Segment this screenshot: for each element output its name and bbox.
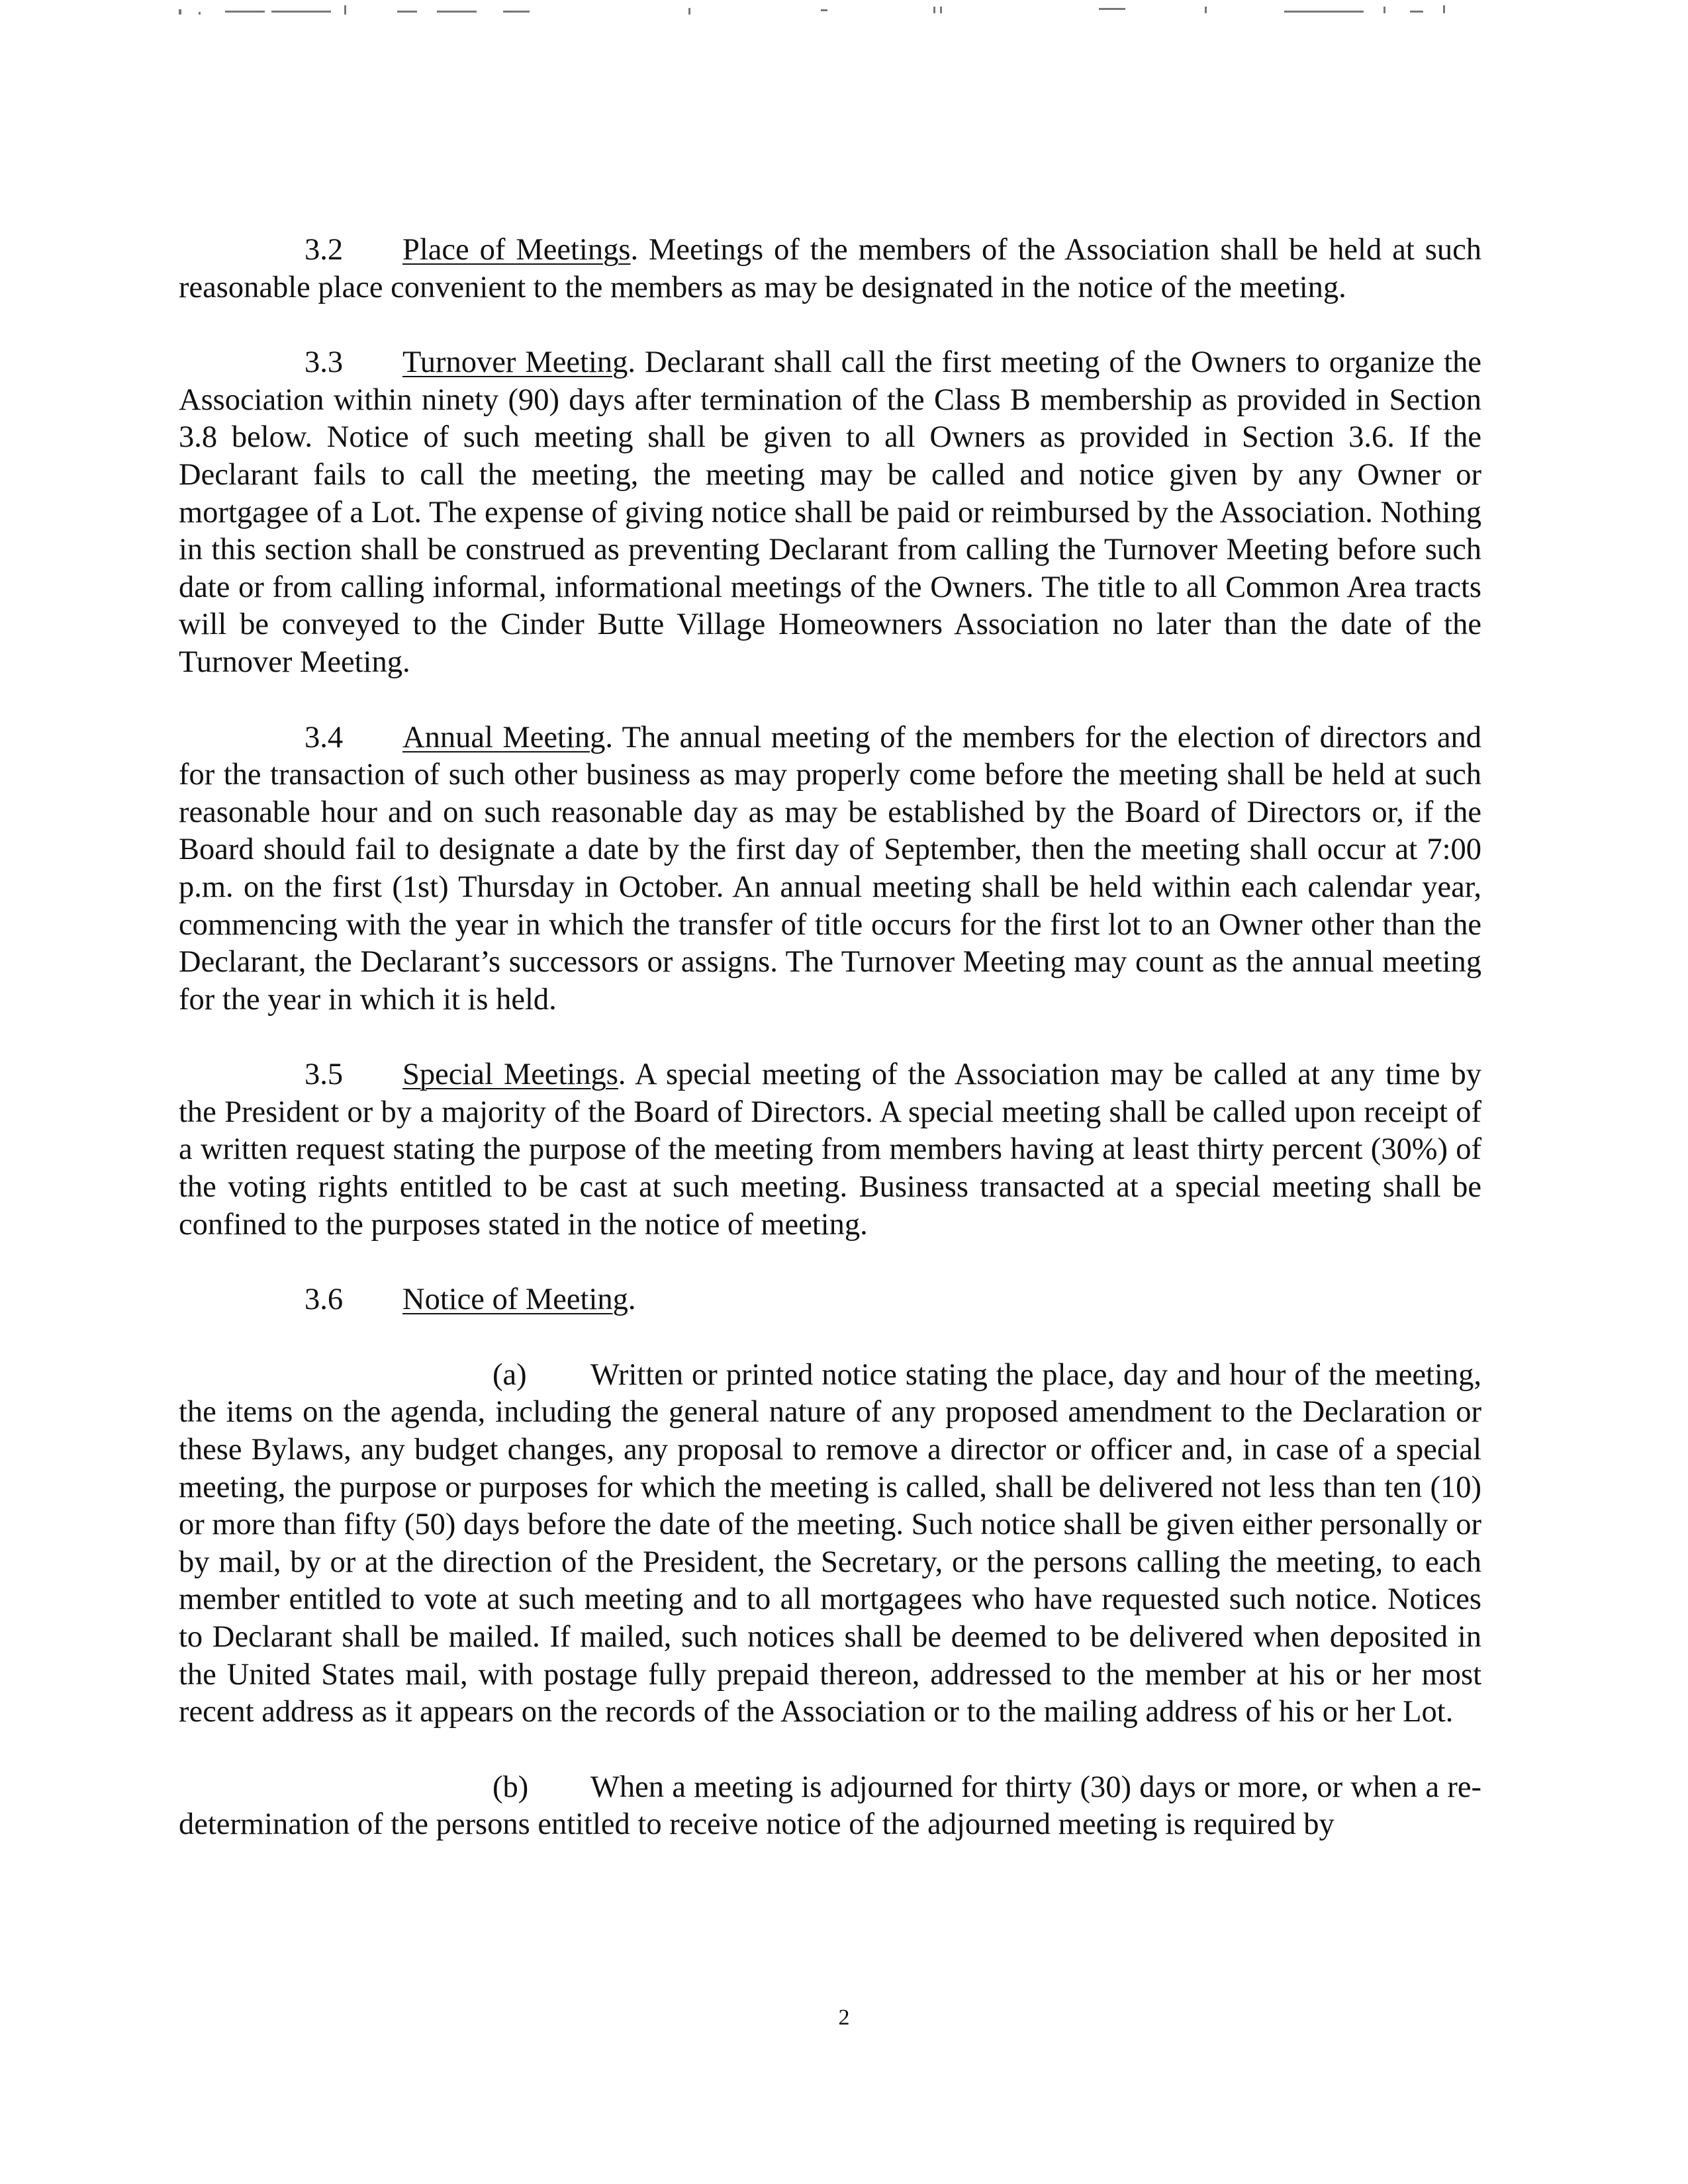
section-heading: Special Meetings (402, 1058, 618, 1092)
section-3-3 (179, 344, 1481, 681)
subsection-text: Written or printed notice stating the place, day and hour of the meeting, the items on the agenda, including the general nature of any proposed amendment to the Declaration or these Bylaws, any budget changes, any proposal to remove a director or officer and, in case of a special meeting, the purpose or purposes for which the meeting is called, shall be delivered not less than ten (10) or more than fifty (50) days before the date of the meeting. Such notice shall be given either personally or by mail, by or at the direction of the President, the Secretary, or the persons calling the meeting, to each member entitled to vote at such meeting and to all mortgagees who have requested such notice. Notices to Declarant shall be mailed. If mailed, such notices shall be deemed to be delivered when deposited in the United States mail, with postage fully prepaid thereon, addressed to the member at his or her most recent address as it appears on the records of the Association or to the mailing address of his or her Lot. (179, 1357, 1481, 1729)
subsection-b (179, 1769, 1481, 1844)
subsection-a (179, 1357, 1481, 1731)
subsection-label: (b) (492, 1770, 529, 1804)
section-number: 3.6 (305, 1283, 344, 1317)
section-heading: Turnover Meeting (402, 345, 628, 380)
section-text: . Declarant shall call the first meeting of the Owners to organize the Association within ninety (90) days after termination of the Class B membership as provided in Section 3.8 below. Notice of such meeting shall be given to all Owners as provided in Section 3.6. If the Declarant fails to call the meeting, the meeting may be called and notice given by any Owner or mortgagee of a Lot. The expense of giving notice shall be paid or reimbursed by the Association. Nothing in this section shall be construed as preventing Declarant from calling the Turnover Meeting before such date or from calling informal, informational meetings of the Owners. The title to all Common Area tracts will be conveyed to the Cinder Butte Village Homeowners Association no later than the date of the Turnover Meeting. (179, 345, 1482, 679)
section-heading: Notice of Meeting (402, 1283, 628, 1317)
section-3-6 (179, 1281, 1481, 1319)
section-number: 3.5 (305, 1058, 344, 1092)
section-3-4 (179, 719, 1481, 1019)
section-3-5 (179, 1056, 1481, 1244)
subsection-label: (a) (492, 1357, 527, 1392)
scan-artifact-strip (0, 0, 1688, 26)
section-text: . Meetings of the members of the Association shall be held at such reasonable place convenient to the members as may be designated in the notice of the meeting. (179, 233, 1481, 304)
section-heading: Annual Meeting (402, 720, 606, 754)
section-text: . (628, 1283, 636, 1317)
section-number: 3.3 (305, 345, 344, 380)
section-text: . A special meeting of the Association may be called at any time by the President or by a majority of the Board of Directors. A special meeting shall be called upon receipt of a written request stating the purpose of the meeting from members having at least thirty percent (30%) of the voting rights entitled to be cast at such meeting. Business transacted at a special meeting shall be confined to the purposes stated in the notice of meeting. (179, 1058, 1481, 1242)
document-body (179, 232, 1481, 1844)
section-text: . The annual meeting of the members for the election of directors and for the transaction of such other business as may properly come before the meeting shall be held at such reasonable hour and on such reasonable day as may be established by the Board of Directors or, if the Board should fail to designate a date by the first day of September, then the meeting shall occur at 7:00 p.m. on the first (1st) Thursday in October. An annual meeting shall be held within each calendar year, commencing with the year in which the transfer of title occurs for the first lot to an Owner other than the Declarant, the Declarant’s successors or assigns. The Turnover Meeting may count as the annual meeting for the year in which it is held. (179, 720, 1481, 1017)
page-number: 2 (838, 2005, 850, 2030)
section-heading: Place of Meetings (402, 233, 631, 267)
subsection-text: When a meeting is adjourned for thirty (30) days or more, or when a re-determination of the persons entitled to receive notice of the adjourned meeting is required by (179, 1770, 1481, 1842)
section-3-2 (179, 232, 1481, 306)
section-number: 3.4 (305, 720, 344, 754)
section-number: 3.2 (305, 233, 344, 267)
